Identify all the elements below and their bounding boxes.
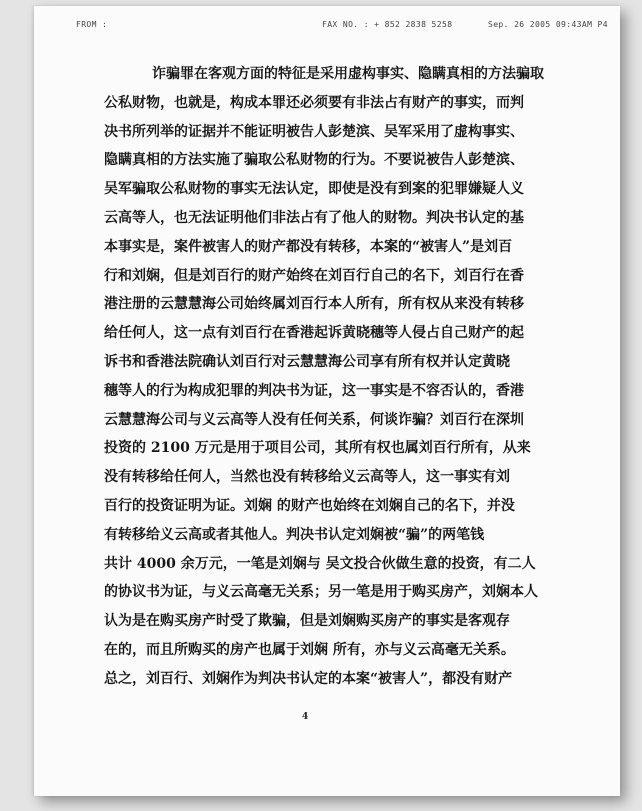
body-line: 投资的 2100 万元是用于项目公司，其所有权也属刘百行所有，从来	[104, 440, 531, 457]
body-line: 云慧慧海公司与义云高等人没有任何关系，何谈诈骗？刘百行在深圳	[104, 411, 524, 428]
body-line: 共计 4000 余万元，一笔是刘娴与 吴文投合伙做生意的投资，有二人	[104, 555, 536, 572]
document-body	[104, 60, 544, 694]
fax-number: FAX NO. : + 852 2838 5258	[322, 20, 453, 29]
body-line: 在的，而且所购买的房产也属于刘娴 所有，亦与义云高毫无关系。	[104, 641, 515, 658]
body-line: 的协议书为证，与义云高毫无关系；另一笔是用于购买房产，刘娴本人	[104, 584, 538, 601]
page-number: 4	[302, 712, 309, 722]
body-line: 有转移给义云高或者其他人。判决书认定刘娴被“骗”的两笔钱	[104, 526, 485, 543]
body-line: 本事实是，案件被害人的财产都没有转移，本案的“被害人”是刘百	[104, 238, 513, 255]
fax-date-time: Sep. 26 2005 09:43AM P4	[488, 20, 608, 29]
body-line: 吴军骗取公私财物的事实无法认定，即使是没有到案的犯罪嫌疑人义	[104, 181, 524, 198]
body-line: 认为是在购买房产时受了欺骗，但是刘娴购买房产的事实是客观存	[104, 613, 510, 630]
body-line: 穗等人的行为构成犯罪的判决书为证，这一事实是不容否认的，香港	[104, 382, 524, 399]
body-line: 没有转移给任何人，当然也没有转移给义云高等人，这一事实有刘	[104, 469, 510, 486]
body-line: 公私财物，也就是，构成本罪还必须要有非法占有财产的事实，而判	[104, 94, 524, 111]
body-line: 给任何人，这一点有刘百行在香港起诉黄晓穗等人侵占自己财产的起	[104, 325, 524, 342]
body-line: 港注册的云慧慧海公司始终属刘百行本人所有，所有权从来没有转移	[104, 296, 524, 313]
body-line: 决书所列举的证据并不能证明被告人彭楚滨、吴军采用了虚构事实、	[104, 123, 524, 140]
body-line: 诉书和香港法院确认刘百行对云慧慧海公司享有所有权并认定黄晓	[104, 353, 510, 370]
body-line: 百行的投资证明为证。刘娴 的财产也始终在刘娴自己的名下，并没	[104, 497, 515, 514]
body-line: 云高等人，也无法证明他们非法占有了他人的财物。判决书认定的基	[104, 209, 524, 226]
fax-header	[36, 20, 608, 34]
body-line: 诈骗罪在客观方面的特征是采用虚构事实、隐瞒真相的方法骗取	[152, 66, 544, 82]
body-line: 总之，刘百行、刘娴作为判决书认定的本案“被害人”，都没有财产	[104, 670, 513, 687]
body-line: 隐瞒真相的方法实施了骗取公私财物的行为。不要说被告人彭楚滨、	[104, 152, 524, 169]
fax-from: FROM :	[76, 20, 108, 29]
body-line: 行和刘娴，但是刘百行的财产始终在刘百行自己的名下，刘百行在香	[104, 267, 524, 284]
